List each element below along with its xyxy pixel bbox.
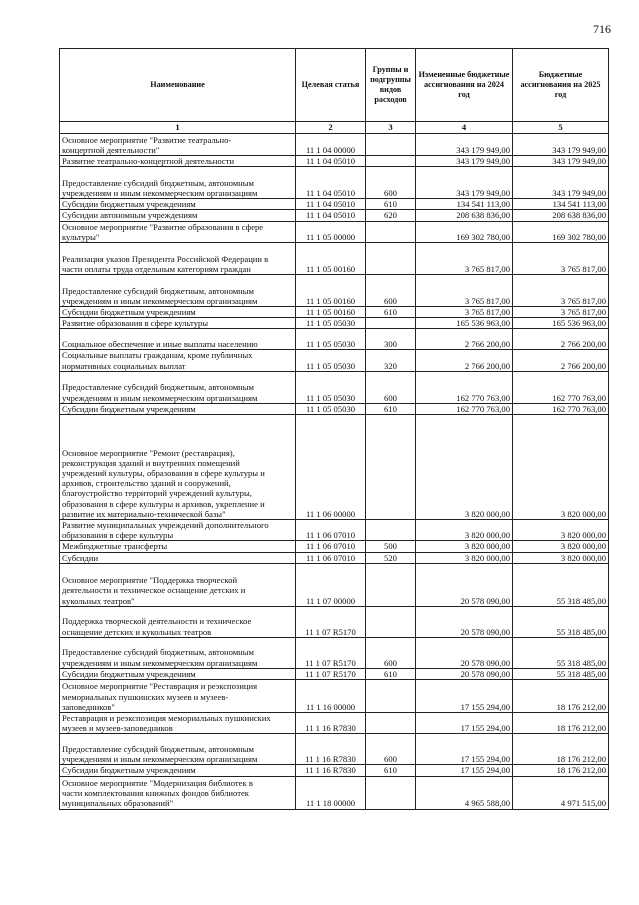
row-name: Развитие образования в сфере культуры [60, 318, 296, 329]
header-amount-2025: Бюджетные ассигнования на 2025 год [513, 49, 609, 122]
row-amount-2025: 2 766 200,00 [513, 329, 609, 350]
row-name: Субсидии бюджетным учреждениям [60, 765, 296, 776]
table-row [60, 134, 609, 156]
row-name: Реставрация и реэкспозиция мемориальных пушкинских музеев и музеев-заповедников [60, 713, 296, 734]
row-name: Основное мероприятие "Поддержка творческой деятельности и техническое оснащение детских и кукольных театров" [60, 563, 296, 606]
row-amount-2024: 20 578 090,00 [416, 563, 513, 606]
row-expense-group [366, 520, 416, 541]
row-name: Основное мероприятие "Ремонт (реставрация), реконструкция зданий и внутренних помещений учреждений культуры, образования в сфере культуры и архивов, строительство зданий и сооружений, благоустройство территорий учреждений культуры, образования в сфере культуры и архивов, укрепление и развитие их материально-технической базы" [60, 415, 296, 520]
row-target-article: 11 1 06 07010 [296, 552, 366, 563]
row-amount-2024: 3 765 817,00 [416, 307, 513, 318]
budget-table [59, 48, 609, 810]
row-amount-2024: 169 302 780,00 [416, 221, 513, 242]
header-target: Целевая статья [296, 49, 366, 122]
row-amount-2024: 4 965 588,00 [416, 776, 513, 809]
row-amount-2024: 343 179 949,00 [416, 134, 513, 156]
table-row [60, 606, 609, 637]
row-amount-2025: 162 770 763,00 [513, 403, 609, 414]
row-amount-2024: 3 820 000,00 [416, 415, 513, 520]
row-amount-2024: 20 578 090,00 [416, 637, 513, 668]
row-target-article: 11 1 07 R5170 [296, 606, 366, 637]
row-target-article: 11 1 18 00000 [296, 776, 366, 809]
row-name: Основное мероприятие "Реставрация и реэкспозиция мемориальных пушкинских музеев и музеев- заповедников" [60, 680, 296, 713]
row-amount-2024: 3 820 000,00 [416, 552, 513, 563]
table-row [60, 765, 609, 776]
row-target-article: 11 1 16 00000 [296, 680, 366, 713]
row-amount-2025: 208 638 836,00 [513, 210, 609, 221]
row-target-article: 11 1 05 00160 [296, 243, 366, 275]
column-number: 1 [60, 122, 296, 134]
table-row [60, 713, 609, 734]
row-expense-group: 600 [366, 371, 416, 403]
row-name: Предоставление субсидий бюджетным, автономным учреждениям и иным некоммерческим организациям [60, 734, 296, 765]
row-amount-2024: 343 179 949,00 [416, 156, 513, 167]
table-row [60, 275, 609, 307]
column-number: 2 [296, 122, 366, 134]
row-amount-2025: 18 176 212,00 [513, 680, 609, 713]
header-amount-2024: Измененные бюджетные ассигнования на 2024 год [416, 49, 513, 122]
row-amount-2025: 3 820 000,00 [513, 541, 609, 552]
table-row [60, 243, 609, 275]
row-target-article: 11 1 05 05030 [296, 371, 366, 403]
row-expense-group: 320 [366, 350, 416, 371]
row-amount-2025: 3 765 817,00 [513, 275, 609, 307]
row-amount-2024: 162 770 763,00 [416, 403, 513, 414]
row-amount-2024: 2 766 200,00 [416, 350, 513, 371]
row-name: Основное мероприятие "Модернизация библиотек в части комплектования книжных фондов библиотек муниципальных образований" [60, 776, 296, 809]
table-row [60, 541, 609, 552]
row-target-article: 11 1 04 00000 [296, 134, 366, 156]
row-expense-group: 610 [366, 765, 416, 776]
header-group: Группы и подгруппы видов расходов [366, 49, 416, 122]
table-row [60, 563, 609, 606]
row-name: Субсидии автономным учреждениям [60, 210, 296, 221]
row-amount-2025: 162 770 763,00 [513, 371, 609, 403]
table-row [60, 403, 609, 414]
row-target-article: 11 1 04 05010 [296, 199, 366, 210]
row-amount-2024: 3 820 000,00 [416, 541, 513, 552]
row-name: Предоставление субсидий бюджетным, автономным учреждениям и иным некоммерческим организациям [60, 371, 296, 403]
row-expense-group [366, 680, 416, 713]
row-amount-2025: 169 302 780,00 [513, 221, 609, 242]
row-amount-2025: 55 318 485,00 [513, 668, 609, 679]
row-name: Развитие театрально-концертной деятельности [60, 156, 296, 167]
row-name: Субсидии бюджетным учреждениям [60, 307, 296, 318]
row-name: Субсидии бюджетным учреждениям [60, 199, 296, 210]
table-row [60, 552, 609, 563]
row-expense-group [366, 713, 416, 734]
row-amount-2024: 208 638 836,00 [416, 210, 513, 221]
table-row [60, 734, 609, 765]
row-amount-2024: 3 765 817,00 [416, 243, 513, 275]
row-expense-group [366, 221, 416, 242]
row-target-article: 11 1 04 05010 [296, 167, 366, 199]
row-amount-2024: 343 179 949,00 [416, 167, 513, 199]
row-expense-group: 600 [366, 167, 416, 199]
row-amount-2024: 2 766 200,00 [416, 329, 513, 350]
row-expense-group: 600 [366, 275, 416, 307]
table-row [60, 329, 609, 350]
row-expense-group [366, 156, 416, 167]
row-name: Предоставление субсидий бюджетным, автономным учреждениям и иным некоммерческим организациям [60, 275, 296, 307]
row-name: Субсидии бюджетным учреждениям [60, 668, 296, 679]
row-expense-group: 610 [366, 403, 416, 414]
row-amount-2024: 20 578 090,00 [416, 668, 513, 679]
row-expense-group: 610 [366, 307, 416, 318]
row-target-article: 11 1 05 05030 [296, 329, 366, 350]
header-row [60, 49, 609, 122]
row-name: Социальное обеспечение и иные выплаты населению [60, 329, 296, 350]
row-target-article: 11 1 07 R5170 [296, 637, 366, 668]
row-amount-2025: 134 541 113,00 [513, 199, 609, 210]
table-row [60, 415, 609, 520]
row-amount-2025: 3 765 817,00 [513, 243, 609, 275]
row-name: Реализация указов Президента Российской Федерации в части оплаты труда отдельным категориям граждан [60, 243, 296, 275]
row-name: Основное мероприятие "Развитие образования в сфере культуры" [60, 221, 296, 242]
row-amount-2025: 4 971 515,00 [513, 776, 609, 809]
row-expense-group: 610 [366, 668, 416, 679]
row-name: Субсидии бюджетным учреждениям [60, 403, 296, 414]
row-name: Субсидии [60, 552, 296, 563]
row-amount-2024: 20 578 090,00 [416, 606, 513, 637]
table-row [60, 776, 609, 809]
table-row [60, 520, 609, 541]
row-expense-group: 600 [366, 637, 416, 668]
row-amount-2025: 18 176 212,00 [513, 765, 609, 776]
row-expense-group [366, 134, 416, 156]
row-amount-2025: 3 820 000,00 [513, 552, 609, 563]
table-row [60, 668, 609, 679]
header-name: Наименование [60, 49, 296, 122]
row-target-article: 11 1 05 05030 [296, 403, 366, 414]
row-amount-2024: 165 536 963,00 [416, 318, 513, 329]
column-number: 4 [416, 122, 513, 134]
row-name: Межбюджетные трансферты [60, 541, 296, 552]
row-amount-2025: 55 318 485,00 [513, 637, 609, 668]
row-target-article: 11 1 04 05010 [296, 210, 366, 221]
table-row [60, 680, 609, 713]
row-amount-2024: 3 820 000,00 [416, 520, 513, 541]
row-target-article: 11 1 05 05030 [296, 350, 366, 371]
row-amount-2025: 165 536 963,00 [513, 318, 609, 329]
row-name: Поддержка творческой деятельности и техническое оснащение детских и кукольных театров [60, 606, 296, 637]
table-row [60, 307, 609, 318]
table-row [60, 637, 609, 668]
column-number-row [60, 122, 609, 134]
table-row [60, 371, 609, 403]
table-row [60, 199, 609, 210]
row-target-article: 11 1 07 00000 [296, 563, 366, 606]
row-amount-2025: 18 176 212,00 [513, 713, 609, 734]
row-amount-2025: 3 820 000,00 [513, 415, 609, 520]
row-expense-group [366, 606, 416, 637]
row-amount-2025: 3 820 000,00 [513, 520, 609, 541]
row-amount-2025: 55 318 485,00 [513, 563, 609, 606]
table-row [60, 221, 609, 242]
row-target-article: 11 1 05 00000 [296, 221, 366, 242]
row-amount-2024: 17 155 294,00 [416, 765, 513, 776]
row-amount-2024: 3 765 817,00 [416, 275, 513, 307]
row-name: Предоставление субсидий бюджетным, автономным учреждениям и иным некоммерческим организациям [60, 167, 296, 199]
row-amount-2024: 17 155 294,00 [416, 734, 513, 765]
table-row [60, 210, 609, 221]
row-target-article: 11 1 07 R5170 [296, 668, 366, 679]
row-expense-group: 500 [366, 541, 416, 552]
row-name: Предоставление субсидий бюджетным, автономным учреждениям и иным некоммерческим организациям [60, 637, 296, 668]
row-amount-2025: 343 179 949,00 [513, 156, 609, 167]
table-row [60, 350, 609, 371]
row-target-article: 11 1 06 07010 [296, 520, 366, 541]
table-row [60, 156, 609, 167]
row-target-article: 11 1 06 00000 [296, 415, 366, 520]
row-expense-group [366, 318, 416, 329]
row-expense-group: 300 [366, 329, 416, 350]
row-amount-2025: 3 765 817,00 [513, 307, 609, 318]
row-target-article: 11 1 16 R7830 [296, 734, 366, 765]
row-amount-2024: 134 541 113,00 [416, 199, 513, 210]
row-expense-group: 610 [366, 199, 416, 210]
row-target-article: 11 1 16 R7830 [296, 713, 366, 734]
row-amount-2025: 18 176 212,00 [513, 734, 609, 765]
row-amount-2024: 17 155 294,00 [416, 713, 513, 734]
row-name: Социальные выплаты гражданам, кроме публичных нормативных социальных выплат [60, 350, 296, 371]
row-expense-group: 620 [366, 210, 416, 221]
row-target-article: 11 1 05 00160 [296, 307, 366, 318]
table-body [60, 134, 609, 810]
row-target-article: 11 1 05 00160 [296, 275, 366, 307]
row-amount-2025: 55 318 485,00 [513, 606, 609, 637]
row-target-article: 11 1 05 05030 [296, 318, 366, 329]
row-expense-group: 600 [366, 734, 416, 765]
column-number: 3 [366, 122, 416, 134]
row-target-article: 11 1 16 R7830 [296, 765, 366, 776]
row-amount-2024: 162 770 763,00 [416, 371, 513, 403]
row-amount-2025: 343 179 949,00 [513, 167, 609, 199]
row-expense-group [366, 415, 416, 520]
row-amount-2025: 2 766 200,00 [513, 350, 609, 371]
table-row [60, 167, 609, 199]
row-name: Основное мероприятие "Развитие театрально- концертной деятельности" [60, 134, 296, 156]
row-amount-2025: 343 179 949,00 [513, 134, 609, 156]
column-number: 5 [513, 122, 609, 134]
row-amount-2024: 17 155 294,00 [416, 680, 513, 713]
page-number: 716 [593, 22, 611, 36]
row-expense-group [366, 243, 416, 275]
row-name: Развитие муниципальных учреждений дополнительного образования в сфере культуры [60, 520, 296, 541]
row-target-article: 11 1 04 05010 [296, 156, 366, 167]
row-expense-group [366, 563, 416, 606]
row-target-article: 11 1 06 07010 [296, 541, 366, 552]
table-row [60, 318, 609, 329]
row-expense-group [366, 776, 416, 809]
row-expense-group: 520 [366, 552, 416, 563]
